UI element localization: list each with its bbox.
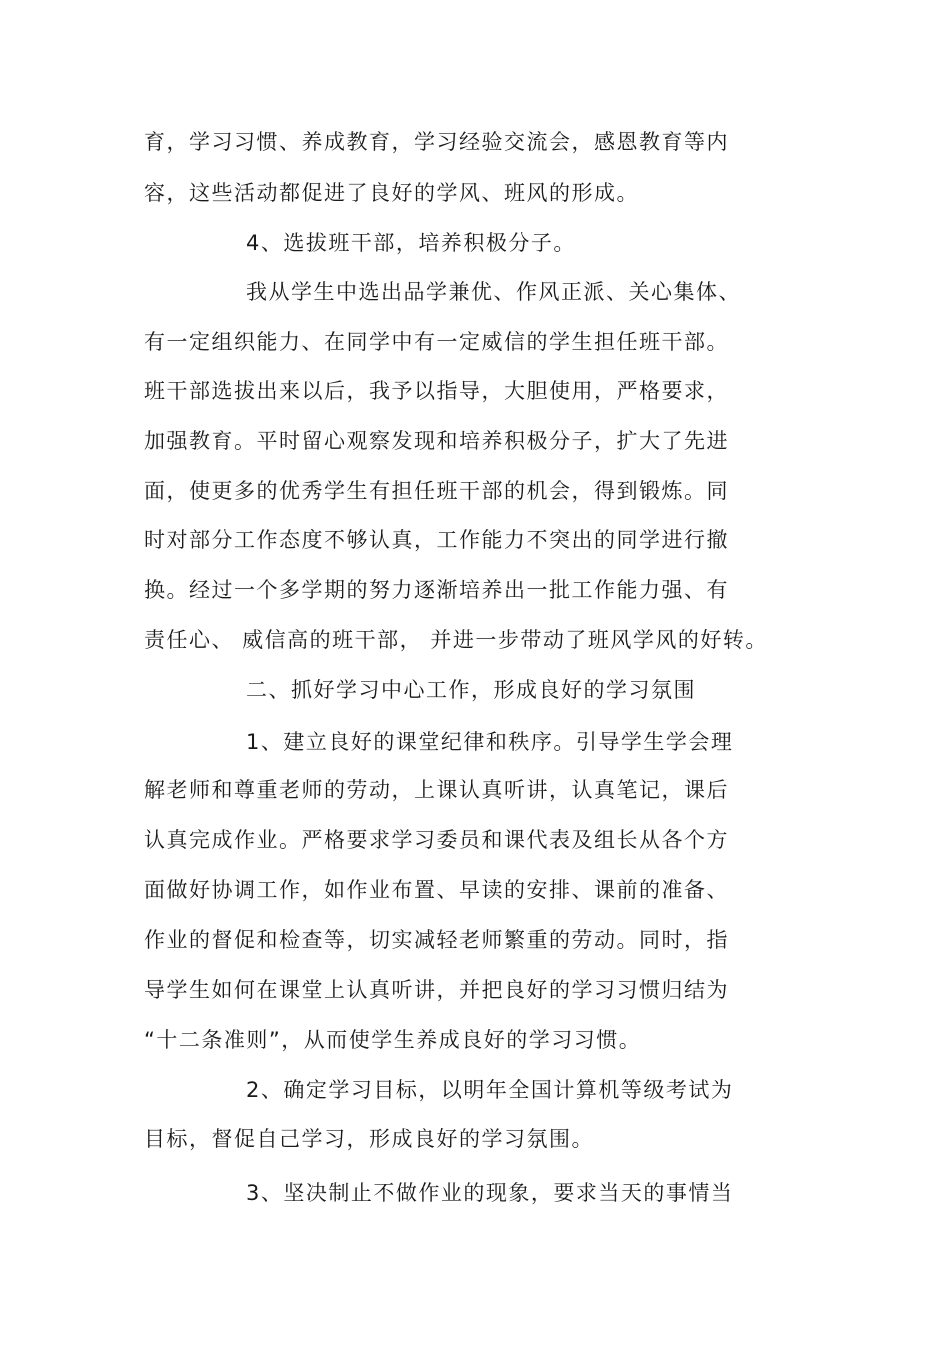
text-line: 班干部选拔出来以后，我予以指导，大胆使用，严格要求， xyxy=(144,379,729,403)
text-line: 认真完成作业。严格要求学习委员和课代表及组长从各个方 xyxy=(144,828,729,852)
section-heading: 二、抓好学习中心工作，形成良好的学习氛围 xyxy=(246,678,696,702)
text-line: 育，学习习惯、养成教育，学习经验交流会，感恩教育等内 xyxy=(144,130,729,154)
text-line: 时对部分工作态度不够认真，工作能力不突出的同学进行撤 xyxy=(144,528,729,552)
text-line: 容，这些活动都促进了良好的学风、班风的形成。 xyxy=(144,181,639,205)
text-line: 换。经过一个多学期的努力逐渐培养出一批工作能力强、有 xyxy=(144,578,729,602)
text-line: 3、坚决制止不做作业的现象，要求当天的事情当 xyxy=(246,1181,734,1205)
text-line: 有一定组织能力、在同学中有一定威信的学生担任班干部。 xyxy=(144,330,729,354)
text-line: 面做好协调工作，如作业布置、早读的安排、课前的准备、 xyxy=(144,878,729,902)
text-line: 作业的督促和检查等，切实减轻老师繁重的劳动。同时，指 xyxy=(144,928,729,952)
text-line: 导学生如何在课堂上认真听讲，并把良好的学习习惯归结为 xyxy=(144,978,729,1002)
text-line: 我从学生中选出品学兼优、作风正派、关心集体、 xyxy=(246,280,741,304)
text-line: 目标，督促自己学习，形成良好的学习氛围。 xyxy=(144,1127,594,1151)
text-line: 面，使更多的优秀学生有担任班干部的机会，得到锻炼。同 xyxy=(144,479,729,503)
text-line: 1、建立良好的课堂纪律和秩序。引导学生学会理 xyxy=(246,730,734,754)
section-heading: 4、选拔班干部，培养积极分子。 xyxy=(246,231,576,255)
text-line: 解老师和尊重老师的劳动，上课认真听讲，认真笔记，课后 xyxy=(144,778,729,802)
text-line: 责任心、 威信高的班干部， 并进一步带动了班风学风的好转。 xyxy=(144,628,768,652)
text-line: “十二条准则”，从而使学生养成良好的学习习惯。 xyxy=(144,1028,642,1052)
text-line: 2、确定学习目标，以明年全国计算机等级考试为 xyxy=(246,1078,734,1102)
text-line: 加强教育。平时留心观察发现和培养积极分子，扩大了先进 xyxy=(144,429,729,453)
